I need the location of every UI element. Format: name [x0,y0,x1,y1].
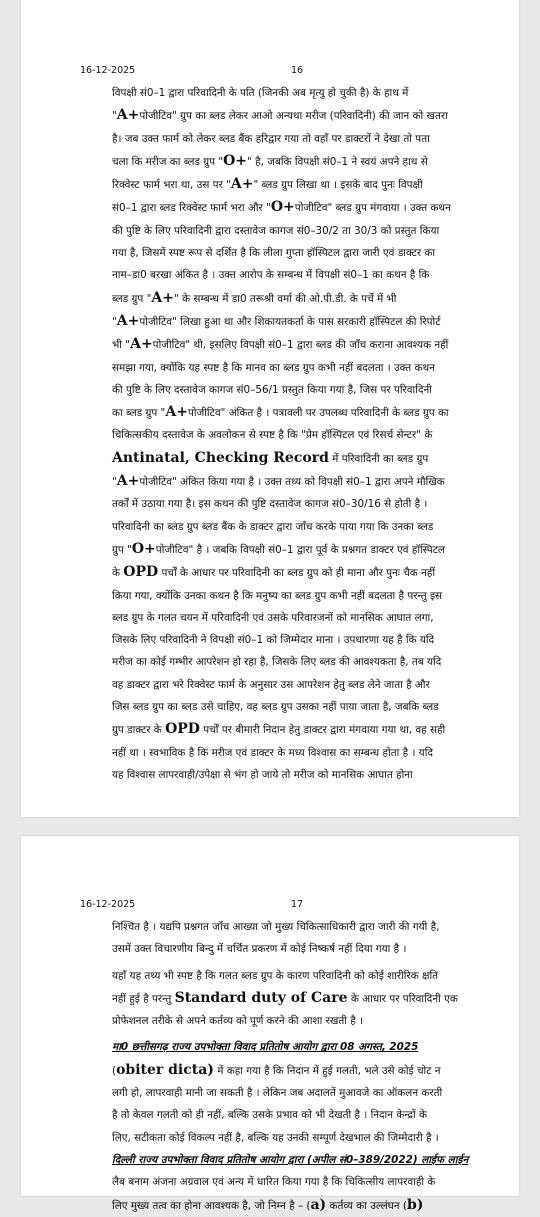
text-line: का ब्लड ग्रुप "A+पोजीटिव" अंकित है । पत्रावली पर उपलब्ध परिवादिनी के ब्लड ग्रुप का [112,404,449,421]
page-body-text [112,82,478,786]
text-line: ब्लड ग्रुप के गलत चयन में परिवादिनी एवं उसके परिवारजनों को मानसिक आघात लगा, [112,611,434,624]
text-line: प्रोफेशनल तरीके से अपने कर्तव्य को पूर्ण करने की आशा रखती है । [112,1015,364,1028]
text-line: निश्चित है । यद्यपि प्रश्नगत जॉंच आख्या जो मुख्य चिकित्साधिकारी द्वारा जारी की गयी है, [112,921,440,933]
text-line: के OPD पर्चों के आधार पर परिवादिनी का ब्लड ग्रुप को ही माना और पुनः चैक नहीं [112,564,436,581]
text-line: गया है, जिसमें स्पष्ट रूप से दर्शित है कि लीला गुप्ता हॉस्पिटल द्वारा जारी एवं डाक्टर का [112,247,436,260]
page-number: 16 [291,65,304,76]
text-line: उसमें उक्त विचारणीय बिन्दु में चर्चित प्रकरण में कोई निष्कर्ष नहीं दिया गया है । [112,943,407,956]
text-line: नाम–डा0 बरखा अंकित है । उक्त आरोप के सम्बन्ध में विपक्षी सं0–1 का कथन है कि [112,269,430,282]
text-line: तर्कों में उठाया गया है। इस कथन की पुष्टि दस्तावेज कागज सं0–30/16 से होती है । [112,498,428,511]
text-line: लिए मुख्य तत्व का होना आवश्यक है, जो निम्न है – (a) कर्तव्य का उल्लंघन (b) [112,1196,424,1213]
text-line: की पुष्टि के लिए परिवादिनी द्वारा दस्तावेज कागज सं0–30/2 ता 30/3 को प्रस्तुत किया [112,224,440,237]
text-line: लगी हो, लापरवाही मानी जा सकती है । लेकिन जब अदालतें मुआवजे का ऑकलन करती [112,1087,443,1100]
page-body-text [112,916,478,1217]
text-line: लैब बनाम अंजना अग्रवाल एवं अन्य में धारित किया गया है कि चिकित्सीय लापरवाही के [112,1176,436,1189]
text-line: ग्रुप डाक्टर के OPD पर्चों पर बीमारी निदान हेतु डाक्टर द्वारा मंगवाया गया था, वह सही [112,721,446,738]
text-line: यहॉं यह तथ्य भी स्पष्ट है कि गलत ब्लड ग्रुप के कारण परिवादिनी को कोई शारीरिक क्षति [112,969,439,982]
page-date: 16-12-2025 [80,899,136,910]
text-line: ब्लड ग्रुप "A+" के सम्बन्ध में डा0 तरूश्री वर्मा की ओ.पी.डी. के पर्चे में भी [112,289,397,306]
text-line: भी "A+पोजीटिव" थी, इसलिए विपक्षी सं0–1 द्वारा ब्लड की जॉंच कराना आवश्यक नहीं [112,336,449,353]
text-line: दिल्ली राज्य उपभोक्ता विवाद प्रतितोष आयोग द्वारा (अपील सं0–389/2022) लाईफ लाईन [112,1153,469,1166]
text-line: चिकित्सकीय दस्तावेज के अवलोकन से स्पष्ट है कि "प्रेम हॉस्पिटल एवं रिसर्च सेन्टर" के [112,429,433,442]
text-line: मा0 छत्तीसगढ़ राज्य उपभोक्ता विवाद प्रतितोष आयोग द्वारा 08 अगस्त, 2025 [112,1041,419,1054]
text-line: जिस ब्लड ग्रुप का ब्लड उसे चाहिए, वह ब्लड ग्रुप उसका नहीं पाया जाता है, जबकि ब्लड [112,701,439,714]
text-line: विपक्षी सं0–1 द्वारा परिवादिनी के पति (जिनकी अब मृत्यु हो चुकी है) के हाथ में [112,87,409,99]
text-line: है। जब उक्त फार्म को लेकर ब्लड बैंक हरिद्वार गया तो वहॉं पर डाक्टरों ने देखा तो पता [112,132,430,145]
text-line: परिवादिनी का ब्लड ग्रुप ब्लड बैंक के डाक्टर द्वारा जॉंच करके पाया गया कि उनका ब्लड [112,520,434,533]
text-line: "A+पोजीटिव" ग्रुप का ब्लड लेकर आओ अन्यथा मरीज (परिवादिनी) की जान को खतरा [112,107,448,124]
text-line: की पुष्टि के लिए दस्तावेज कागज सं0–56/1 प्रस्तुत किया गया है, जिस पर परिवादिनी [112,383,432,396]
page-date: 16-12-2025 [80,65,136,76]
text-line: है तो केवल गलती को ही नहीं, बल्कि उसके प्रभाव को भी देखती है । निदान केन्द्रों के [112,1109,427,1122]
text-line: समझा गया, क्योंकि यह स्पष्ट है कि मानव का ब्लड ग्रुप कभी नहीं बदलता । उक्त कथन [112,361,435,374]
text-line: यह विश्वास लापरवाही/उपेक्षा से भंग हो जाये तो मरीज को मानसिक आघात होना [112,768,413,781]
text-line: लिए, सटीकता कोई विकल्प नहीं है, बल्कि यह उनकी सम्पूर्ण देखभाल की जिम्मेदारी है । [112,1131,439,1144]
document-page-17 [21,836,519,1213]
text-line: नहीं हुई है परन्तु Standard duty of Care के आधार पर परिवादिनी एक [112,989,458,1006]
text-line: चला कि मरीज का ब्लड ग्रुप "O+" है, जबकि विपक्षी सं0–1 ने स्वयं अपने हाथ से [112,152,428,169]
text-line: सं0–1 द्वारा ब्लड रिक्वेस्ट फार्म भरा और "O+पोजीटिव" ब्लड ग्रुप मंगवाया । उक्त कथन [112,199,451,216]
text-line: ग्रुप "O+पोजीटिव" है । जबकि विपक्षी सं0–1 द्वारा पूर्व के प्रश्नगत डाक्टर एवं हॉस्पिटल [112,540,445,557]
text-line: मरीज का कोई गम्भीर आपरेशन हो रहा है, जिसके लिए ब्लड की आवश्यकता है, तब यदि [112,656,442,669]
page-number: 17 [291,899,304,910]
text-line: "A+पोजीटिव" अंकित किया गया है । उक्त तथ्य को विपक्षी सं0–1 द्वारा अपने मौखिक [112,473,445,490]
text-line: किया गया, क्योंकि उनका कथन है कि मनुष्य का ब्लड ग्रुप कभी नहीं बदलता है परन्तु इस [112,589,443,602]
text-line: (obiter dicta) में कहा गया है कि निदान में हुई गलती, भले उसे कोई चोट न [112,1061,441,1078]
text-line: नहीं था । स्वभाविक है कि मरीज एवं डाक्टर के मध्य विश्वास का सम्बन्ध होता है । यदि [112,746,433,759]
text-line: "A+पोजीटिव" लिखा हुआ था और शिकायतकर्ता के पास सरकारी हॉस्पिटल की रिपोर्ट [112,312,441,329]
text-line: रिक्वेस्ट फार्म भरा था, उस पर "A+" ब्लड ग्रुप लिखा था । इसके बाद पुनः विपक्षी [112,176,423,193]
text-line: Antinatal, Checking Record में परिवादिनी का ब्लड ग्रुप [112,449,429,466]
document-page-16 [21,0,519,817]
text-line: वह डाक्टर द्वारा भरे रिक्वेस्ट फार्म के अनुसार उस आपरेशन हेतु ब्लड लेने जाता है और [112,678,430,691]
text-line: जिसके लिए परिवादिनी ने विपक्षी सं0–1 को जिम्मेदार माना । उपधारणा यह है कि यदि [112,634,435,647]
